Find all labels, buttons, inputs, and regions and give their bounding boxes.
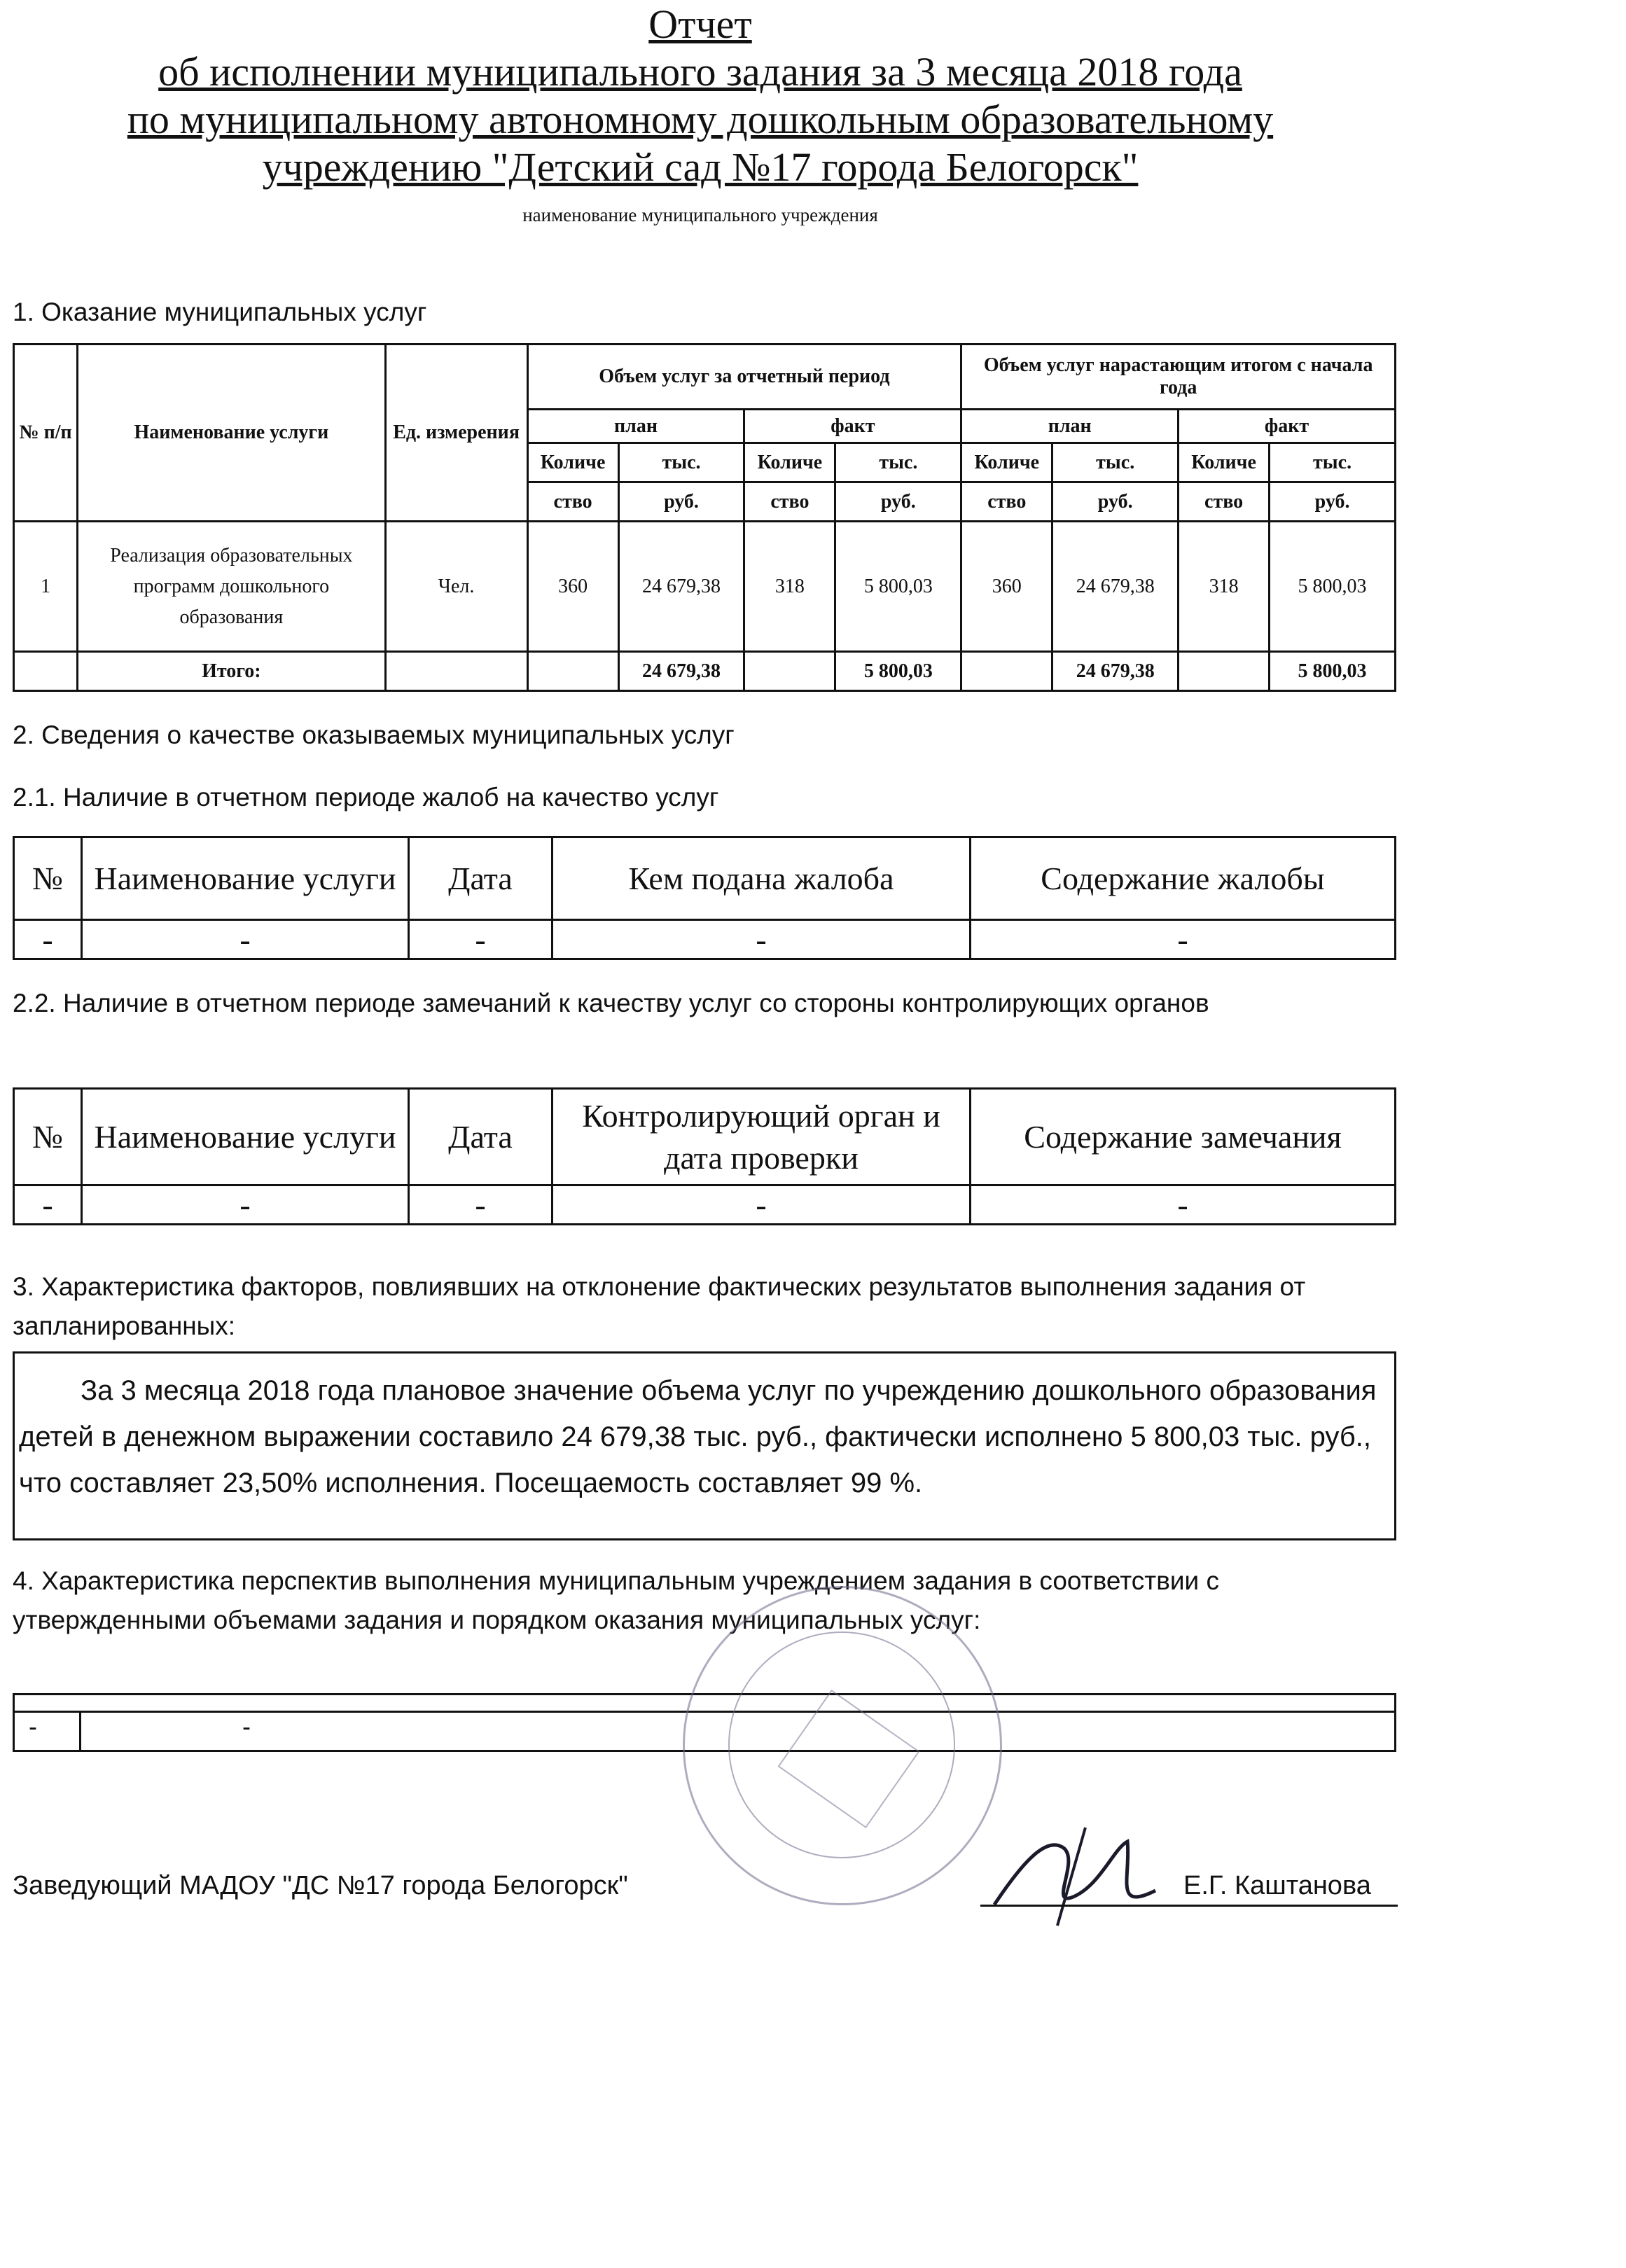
complaints-name-header: Наименование услуги: [82, 837, 409, 920]
qty-header: ство: [961, 482, 1052, 522]
row-unit: Чел.: [385, 522, 527, 652]
total-ytd-fact-sum: 5 800,03: [1270, 652, 1396, 691]
institution-caption: наименование муниципального учреждения: [522, 204, 878, 225]
section2-title: 2. Сведения о качестве оказываемых муниципальных услуг: [13, 721, 735, 749]
complaints-who-header: Кем подана жалоба: [553, 837, 971, 920]
qty-header: Количе: [744, 443, 835, 482]
table-row: - - - - -: [14, 1185, 1396, 1225]
ytd-fact-qty: 318: [1179, 522, 1270, 652]
total-period-plan-sum: 24 679,38: [618, 652, 744, 691]
signature-name: Е.Г. Каштанова: [1183, 1871, 1371, 1900]
period-fact-qty: 318: [744, 522, 835, 652]
sum-header: тыс.: [835, 443, 961, 482]
total-period-fact-sum: 5 800,03: [835, 652, 961, 691]
qty-header: Количе: [1179, 443, 1270, 482]
period-fact-sum: 5 800,03: [835, 522, 961, 652]
complaints-date-header: Дата: [409, 837, 553, 920]
total-label: Итого:: [78, 652, 385, 691]
sum-header: тыс.: [1052, 443, 1179, 482]
handwritten-signature: [980, 1821, 1176, 1940]
period-plan-qty: 360: [527, 522, 618, 652]
section3-text: За 3 месяца 2018 года плановое значение объема услуг по учреждению дошкольного образования детей в денежном выражении составило 24 679,38 тыс. руб., фактически исполнено 5 800,03 тыс. руб., что составляет 23,50% исполнения. Посещаемость составляет 99 %.: [13, 1351, 1396, 1540]
remarks-date-header: Дата: [409, 1089, 553, 1185]
complaints-num-header: №: [14, 837, 82, 920]
complaints-content-header: Содержание жалобы: [971, 837, 1396, 920]
remarks-content-header: Содержание замечания: [971, 1089, 1396, 1185]
total-ytd-plan-sum: 24 679,38: [1052, 652, 1179, 691]
remarks-name-header: Наименование услуги: [82, 1089, 409, 1185]
sum-header: руб.: [1270, 482, 1396, 522]
report-title-line2: об исполнении муниципального задания за 3 месяца 2018 года: [158, 49, 1242, 95]
section2-1-title: 2.1. Наличие в отчетном периоде жалоб на качество услуг: [13, 783, 719, 812]
section1-title: 1. Оказание муниципальных услуг: [13, 298, 427, 326]
sum-header: руб.: [835, 482, 961, 522]
qty-header: ство: [527, 482, 618, 522]
table-row: [14, 522, 1396, 652]
total-row: [14, 652, 1396, 691]
signature-position: Заведующий МАДОУ "ДС №17 города Белогорск": [13, 1871, 628, 1900]
section4-box: - -: [13, 1693, 1396, 1752]
section3-title: 3. Характеристика факторов, повлиявших на отклонение фактических результатов выполнения задания от запланированных:: [13, 1272, 1306, 1340]
plan-header: план: [527, 410, 744, 443]
period-plan-sum: 24 679,38: [618, 522, 744, 652]
sum-header: руб.: [618, 482, 744, 522]
qty-header: Количе: [961, 443, 1052, 482]
col-unit-header: Ед. измерения: [385, 345, 527, 522]
sum-header: тыс.: [618, 443, 744, 482]
report-title-line3: по муниципальному автономному дошкольным образовательному: [127, 97, 1274, 142]
sum-header: руб.: [1052, 482, 1179, 522]
col-num-header: № п/п: [14, 345, 78, 522]
section2-2-title: 2.2. Наличие в отчетном периоде замечаний к качеству услуг со стороны контролирующих органов: [13, 989, 1209, 1017]
section4-title: 4. Характеристика перспектив выполнения муниципальным учреждением задания в соответствии с утвержденными объемами задания и порядком оказания муниципальных услуг:: [13, 1566, 1219, 1634]
qty-header: ство: [744, 482, 835, 522]
report-title-line4: учреждению "Детский сад №17 города Белогорск": [262, 144, 1139, 190]
remarks-table: [13, 1087, 1396, 1225]
plan-header: план: [961, 410, 1179, 443]
qty-header: ство: [1179, 482, 1270, 522]
fact-header: факт: [744, 410, 961, 443]
ytd-plan-qty: 360: [961, 522, 1052, 652]
group-ytd-header: Объем услуг нарастающим итогом с начала года: [961, 345, 1396, 410]
complaints-table: [13, 836, 1396, 960]
signature-line: [980, 1905, 1398, 1907]
services-table: [13, 343, 1396, 692]
sum-header: тыс.: [1270, 443, 1396, 482]
row-num: 1: [14, 522, 78, 652]
table-row: - - - - -: [14, 920, 1396, 959]
remarks-num-header: №: [14, 1089, 82, 1185]
group-period-header: Объем услуг за отчетный период: [527, 345, 961, 410]
qty-header: Количе: [527, 443, 618, 482]
row-service-name: Реализация образовательных программ дошкольного образования: [78, 522, 385, 652]
col-name-header: Наименование услуги: [78, 345, 385, 522]
report-title: Отчет: [648, 1, 752, 47]
remarks-org-header: Контролирующий орган и дата проверки: [553, 1089, 971, 1185]
fact-header: факт: [1179, 410, 1396, 443]
ytd-fact-sum: 5 800,03: [1270, 522, 1396, 652]
ytd-plan-sum: 24 679,38: [1052, 522, 1179, 652]
